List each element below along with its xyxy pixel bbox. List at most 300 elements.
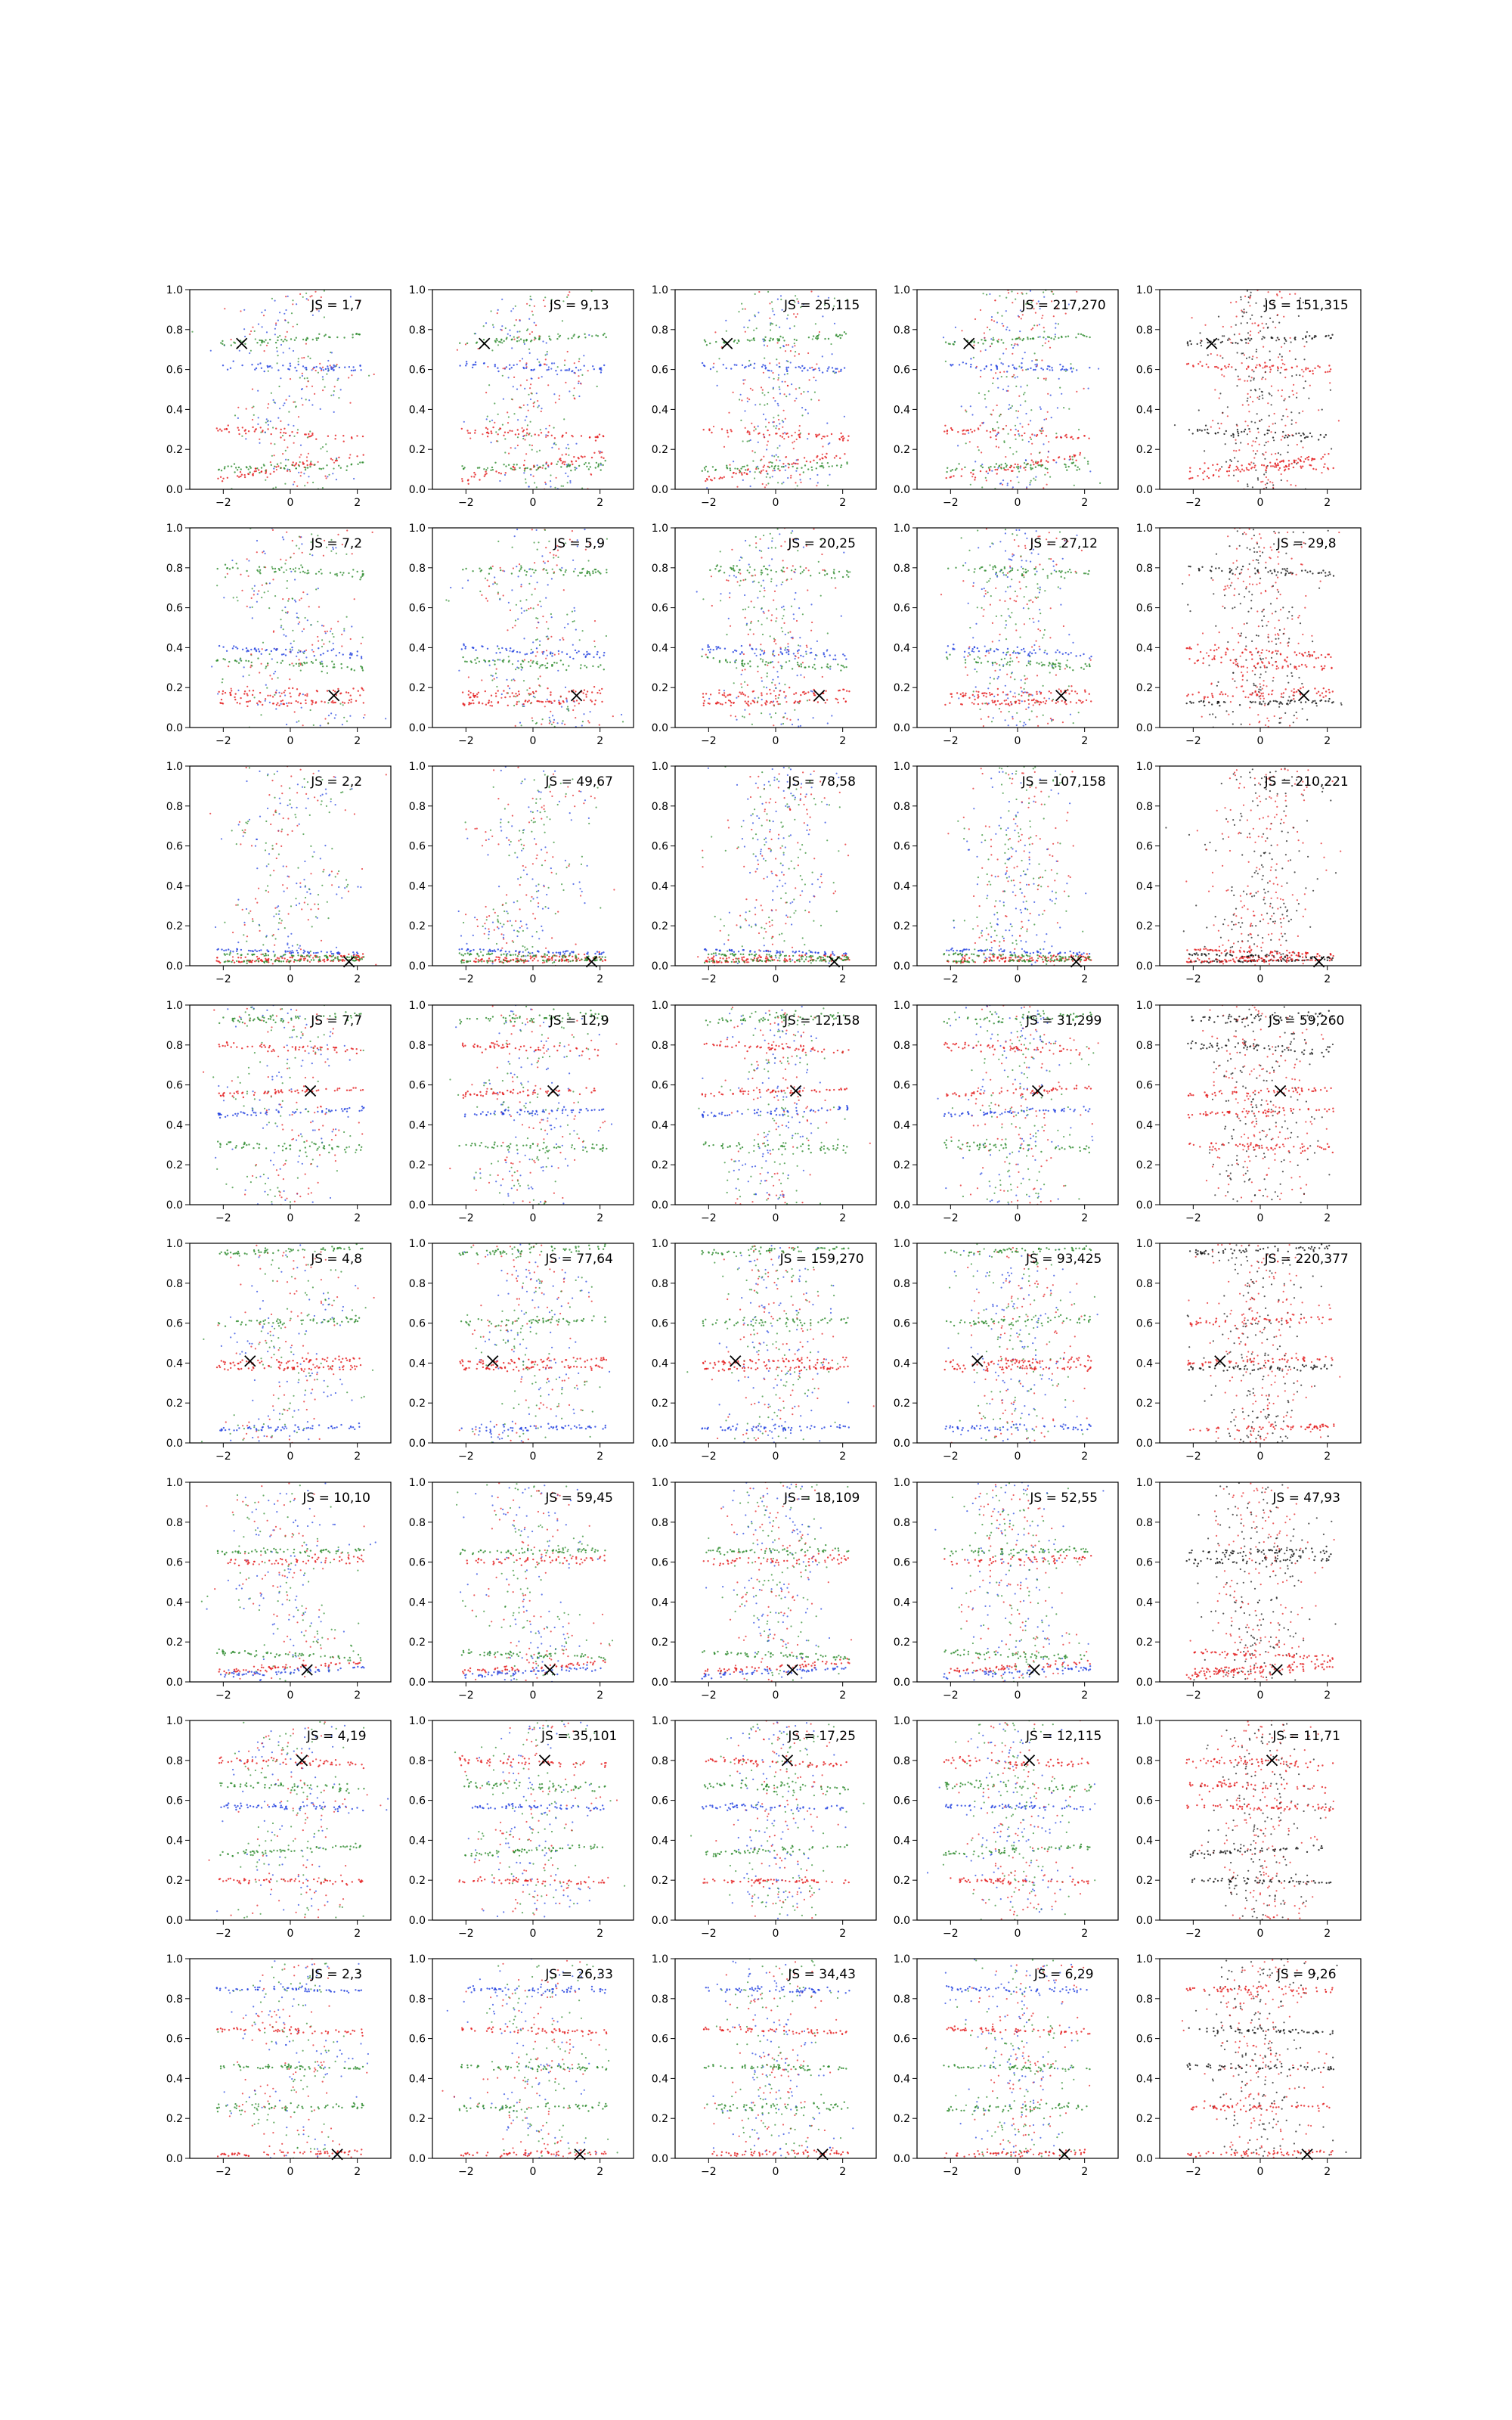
- scatter-point: [989, 329, 990, 330]
- band-point: [231, 690, 232, 691]
- scatter-point: [296, 545, 297, 547]
- band-point: [559, 702, 560, 703]
- scatter-point: [236, 597, 237, 598]
- scatter-point: [980, 350, 981, 352]
- scatter-point: [578, 375, 579, 377]
- scatter-point: [764, 588, 765, 589]
- scatter-point: [981, 486, 983, 488]
- band-point: [1216, 464, 1218, 465]
- scatter-point: [583, 713, 584, 715]
- scatter-point: [535, 655, 537, 656]
- scatter-point: [1264, 445, 1266, 446]
- scatter-point: [727, 580, 729, 582]
- x-tick-label: 2: [839, 735, 846, 747]
- scatter-point: [303, 653, 305, 654]
- scatter-point: [1004, 658, 1005, 659]
- scatter-point: [330, 628, 332, 629]
- scatter-point: [488, 384, 490, 386]
- scatter-point: [1051, 417, 1052, 418]
- band-point: [568, 464, 569, 465]
- scatter-point: [829, 442, 830, 444]
- scatter-point: [516, 364, 518, 365]
- band-point: [757, 702, 758, 703]
- scatter-point: [265, 553, 266, 554]
- band-point: [469, 697, 471, 698]
- band-point: [834, 577, 835, 579]
- scatter-point: [991, 470, 993, 472]
- scatter-point: [495, 672, 497, 674]
- scatter-point: [300, 454, 302, 455]
- scatter-point: [748, 360, 750, 361]
- scatter-point: [575, 443, 577, 445]
- band-point: [780, 651, 782, 653]
- band-point: [1074, 465, 1076, 467]
- band-point: [578, 465, 580, 467]
- band-point: [473, 472, 475, 473]
- band-point: [311, 700, 312, 701]
- band-point: [466, 363, 467, 365]
- band-point: [741, 645, 742, 647]
- band-point: [293, 665, 294, 666]
- scatter-point: [754, 575, 756, 576]
- scatter-point: [1070, 714, 1071, 715]
- band-point: [765, 368, 767, 369]
- scatter-point: [807, 412, 809, 414]
- band-point: [779, 336, 781, 337]
- scatter-point: [337, 621, 339, 622]
- scatter-point: [779, 389, 780, 390]
- scatter-point: [563, 589, 565, 591]
- scatter-point: [237, 600, 238, 601]
- scatter-point: [1017, 417, 1018, 418]
- scatter-point: [299, 572, 301, 573]
- scatter-point: [287, 331, 288, 333]
- band-point: [220, 476, 222, 478]
- scatter-point: [1030, 453, 1032, 455]
- scatter-point: [539, 685, 541, 687]
- scatter-point: [1002, 352, 1004, 354]
- scatter-point: [961, 537, 962, 538]
- scatter-point: [287, 613, 288, 614]
- band-point: [1272, 465, 1274, 467]
- scatter-point: [778, 697, 779, 699]
- scatter-point: [575, 568, 576, 569]
- band-point: [991, 343, 993, 344]
- scatter-point: [1259, 420, 1260, 422]
- band-point: [506, 366, 507, 368]
- band-point: [599, 452, 600, 454]
- scatter-point: [255, 338, 256, 340]
- scatter-point: [768, 377, 770, 378]
- scatter-point: [1258, 432, 1259, 433]
- band-point: [824, 456, 826, 458]
- band-point: [318, 337, 319, 339]
- band-point: [238, 430, 240, 431]
- scatter-point: [1030, 561, 1031, 563]
- band-point: [252, 427, 253, 428]
- scatter-point: [352, 553, 353, 554]
- scatter-point: [1058, 688, 1060, 690]
- scatter-point: [777, 299, 779, 300]
- band-point: [237, 702, 238, 703]
- scatter-point: [795, 295, 796, 296]
- scatter-point: [773, 641, 775, 642]
- band-point: [249, 700, 251, 702]
- scatter-point: [293, 484, 294, 486]
- band-point: [566, 369, 568, 371]
- scatter-point: [309, 430, 311, 432]
- band-point: [572, 658, 574, 659]
- scatter-point: [1247, 443, 1249, 445]
- scatter-point: [794, 441, 795, 442]
- scatter-point: [1222, 412, 1223, 414]
- scatter-point: [491, 420, 493, 421]
- scatter-point: [744, 681, 745, 683]
- scatter-point: [524, 343, 525, 345]
- scatter-point: [754, 653, 755, 654]
- band-point: [305, 469, 306, 470]
- band-point: [547, 687, 548, 689]
- scatter-point: [313, 724, 314, 726]
- scatter-point: [351, 374, 352, 376]
- scatter-point: [486, 418, 488, 420]
- band-point: [779, 435, 781, 436]
- scatter-point: [1018, 435, 1020, 436]
- band-point: [352, 687, 354, 689]
- scatter-point: [763, 456, 764, 458]
- scatter-point: [252, 617, 253, 619]
- scatter-point: [723, 690, 725, 691]
- band-point: [532, 651, 534, 653]
- x-tick-label: 2: [596, 735, 603, 747]
- scatter-point: [305, 617, 306, 619]
- scatter-point: [1233, 470, 1235, 471]
- band-point: [570, 470, 572, 471]
- band-point: [263, 566, 265, 568]
- band-point: [1331, 334, 1333, 336]
- scatter-point: [798, 353, 800, 355]
- band-point: [319, 367, 321, 368]
- band-point: [272, 696, 274, 697]
- band-point: [271, 433, 272, 435]
- band-point: [336, 575, 338, 576]
- band-point: [525, 368, 527, 369]
- band-point: [462, 656, 463, 658]
- band-point: [797, 463, 798, 464]
- band-point: [727, 694, 729, 696]
- scatter-point: [761, 557, 762, 558]
- scatter-point: [740, 557, 742, 558]
- scatter-point: [1282, 436, 1284, 437]
- band-point: [290, 363, 291, 365]
- scatter-point: [497, 312, 498, 314]
- band-point: [765, 703, 767, 705]
- scatter-point: [511, 679, 513, 681]
- scatter-point: [784, 381, 785, 383]
- band-point: [705, 341, 706, 343]
- scatter-point: [1025, 459, 1027, 461]
- scatter-point: [773, 397, 774, 399]
- scatter-point: [249, 334, 251, 335]
- scatter-point: [519, 600, 521, 602]
- band-point: [739, 653, 741, 655]
- scatter-point: [1014, 678, 1015, 680]
- scatter-point: [536, 529, 538, 531]
- scatter-point: [516, 319, 517, 321]
- scatter-point: [1005, 685, 1006, 687]
- scatter-point: [266, 687, 268, 689]
- scatter-point: [751, 423, 752, 424]
- band-point: [1000, 464, 1002, 465]
- band-point: [525, 653, 526, 655]
- scatter-point: [792, 724, 793, 725]
- scatter-point: [507, 685, 509, 687]
- scatter-point: [1253, 463, 1254, 464]
- scatter-point: [740, 420, 742, 421]
- band-point: [580, 664, 581, 666]
- scatter-point: [761, 551, 762, 552]
- scatter-point: [822, 569, 823, 571]
- band-point: [798, 649, 800, 650]
- band-point: [257, 364, 259, 365]
- band-point: [840, 371, 841, 372]
- scatter-point: [1251, 358, 1253, 360]
- band-point: [710, 479, 711, 480]
- band-point: [307, 467, 308, 468]
- scatter-point: [799, 637, 801, 638]
- scatter-point: [322, 446, 324, 448]
- scatter-point: [1238, 379, 1239, 380]
- band-point: [1288, 468, 1290, 470]
- band-point: [595, 439, 596, 441]
- band-point: [748, 365, 749, 367]
- scatter-point: [774, 470, 776, 471]
- scatter-point: [523, 638, 525, 639]
- scatter-point: [493, 327, 494, 328]
- scatter-point: [1023, 571, 1024, 572]
- scatter-point: [554, 654, 556, 656]
- scatter-point: [265, 422, 267, 424]
- band-point: [1213, 474, 1214, 476]
- scatter-point: [987, 687, 989, 689]
- band-point: [251, 665, 253, 666]
- band-point: [793, 462, 795, 464]
- scatter-point: [1030, 439, 1032, 440]
- scatter-point: [496, 669, 497, 670]
- scatter-point: [561, 567, 562, 569]
- scatter-point: [1002, 484, 1003, 486]
- scatter-point: [1016, 712, 1018, 714]
- scatter-point: [1019, 637, 1021, 638]
- band-point: [305, 367, 307, 368]
- band-point: [216, 427, 218, 429]
- scatter-point: [1064, 668, 1066, 669]
- band-point: [288, 702, 290, 703]
- scatter-point: [991, 316, 993, 318]
- band-point: [706, 478, 708, 479]
- band-point: [843, 698, 844, 700]
- band-point: [785, 433, 787, 435]
- scatter-point: [537, 358, 538, 360]
- band-point: [766, 700, 767, 702]
- band-point: [1021, 435, 1023, 436]
- scatter-point: [738, 311, 739, 312]
- scatter-point: [1008, 433, 1009, 435]
- scatter-point: [767, 291, 769, 293]
- scatter-point: [299, 377, 301, 378]
- scatter-point: [304, 377, 305, 379]
- band-point: [1053, 460, 1055, 461]
- scatter-point: [322, 379, 324, 380]
- scatter-point: [1063, 407, 1064, 408]
- band-point: [218, 645, 220, 647]
- scatter-point: [818, 399, 820, 401]
- js-score-label: JS = 7,2: [310, 536, 362, 551]
- band-point: [513, 464, 515, 465]
- scatter-point: [550, 711, 551, 712]
- band-point: [471, 476, 472, 477]
- band-point: [973, 340, 974, 342]
- band-point: [352, 334, 353, 335]
- scatter-point: [285, 459, 287, 461]
- band-point: [1018, 430, 1019, 432]
- band-point: [741, 651, 742, 653]
- scatter-point: [1296, 397, 1297, 399]
- scatter-point: [334, 717, 336, 718]
- band-point: [350, 652, 352, 653]
- band-point: [980, 370, 981, 371]
- band-point: [750, 365, 751, 366]
- scatter-point: [538, 622, 539, 623]
- band-point: [1235, 469, 1237, 470]
- scatter-point: [1009, 404, 1010, 405]
- band-point: [244, 476, 246, 478]
- scatter-point: [815, 380, 816, 381]
- scatter-point: [968, 550, 970, 551]
- band-point: [600, 456, 602, 458]
- scatter-point: [746, 624, 748, 625]
- scatter-point: [1255, 441, 1256, 442]
- scatter-point: [1012, 405, 1013, 407]
- scatter-point: [1290, 484, 1292, 486]
- scatter-point: [590, 711, 591, 712]
- band-point: [503, 435, 504, 436]
- scatter-point: [342, 724, 343, 725]
- band-point: [548, 701, 550, 703]
- scatter-point: [575, 717, 576, 718]
- scatter-point: [757, 671, 758, 672]
- scatter-point: [259, 439, 260, 440]
- scatter-point: [798, 607, 800, 609]
- band-point: [248, 473, 249, 475]
- band-point: [981, 465, 982, 467]
- scatter-point: [501, 342, 503, 343]
- scatter-point: [1249, 431, 1250, 433]
- scatter-point: [505, 327, 507, 329]
- scatter-point: [1024, 691, 1026, 693]
- scatter-point: [1023, 725, 1024, 727]
- band-point: [275, 691, 277, 693]
- scatter-point: [764, 650, 765, 652]
- band-point: [590, 700, 591, 701]
- scatter-point: [1088, 388, 1089, 389]
- scatter-point: [448, 600, 450, 602]
- band-point: [1026, 464, 1027, 465]
- scatter-point: [985, 477, 987, 479]
- scatter-point: [275, 708, 277, 709]
- band-point: [553, 662, 555, 663]
- scatter-point: [1008, 408, 1009, 410]
- scatter-point: [723, 446, 725, 448]
- scatter-point: [1246, 358, 1247, 359]
- scatter-point: [520, 585, 522, 587]
- band-point: [551, 703, 553, 704]
- band-point: [1212, 464, 1213, 466]
- scatter-point: [1252, 355, 1253, 357]
- scatter-point: [775, 643, 776, 644]
- band-point: [513, 696, 515, 697]
- scatter-point: [827, 485, 829, 486]
- scatter-point: [1046, 418, 1047, 420]
- y-tick-label: 0.8: [409, 324, 426, 337]
- scatter-point: [754, 471, 756, 473]
- scatter-point: [996, 321, 998, 323]
- band-point: [733, 472, 734, 473]
- scatter-point: [510, 310, 512, 312]
- band-point: [1216, 366, 1217, 368]
- scatter-point: [1212, 420, 1213, 421]
- scatter-point: [1235, 324, 1237, 326]
- scatter-point: [1037, 588, 1039, 589]
- scatter-point: [764, 613, 765, 614]
- band-point: [985, 340, 987, 341]
- scatter-point: [761, 712, 762, 714]
- scatter-point: [264, 591, 265, 593]
- band-point: [556, 338, 558, 340]
- band-point: [339, 693, 341, 694]
- band-point: [584, 656, 586, 658]
- scatter-point: [1207, 354, 1209, 355]
- band-point: [519, 693, 520, 695]
- band-point: [509, 365, 510, 366]
- band-point: [730, 429, 731, 430]
- band-point: [1002, 428, 1004, 430]
- scatter-point: [984, 332, 985, 334]
- scatter-point: [517, 419, 519, 420]
- band-point: [506, 650, 507, 651]
- band-point: [1269, 462, 1271, 464]
- scatter-point: [533, 405, 534, 407]
- scatter-point: [713, 363, 714, 365]
- scatter-point: [1250, 334, 1251, 336]
- band-point: [227, 369, 228, 371]
- band-point: [280, 662, 282, 664]
- scatter-point: [501, 325, 503, 327]
- scatter-point: [1002, 479, 1004, 481]
- scatter-point: [778, 374, 779, 376]
- band-point: [846, 570, 847, 572]
- scatter-point: [779, 445, 780, 446]
- band-point: [733, 651, 734, 653]
- band-point: [742, 466, 743, 467]
- scatter-point: [521, 607, 522, 609]
- scatter-point: [769, 565, 770, 566]
- scatter-point: [1280, 372, 1281, 374]
- scatter-point: [1003, 440, 1005, 442]
- y-tick-label: 0.4: [409, 404, 426, 416]
- band-point: [821, 462, 823, 464]
- scatter-point: [556, 564, 558, 566]
